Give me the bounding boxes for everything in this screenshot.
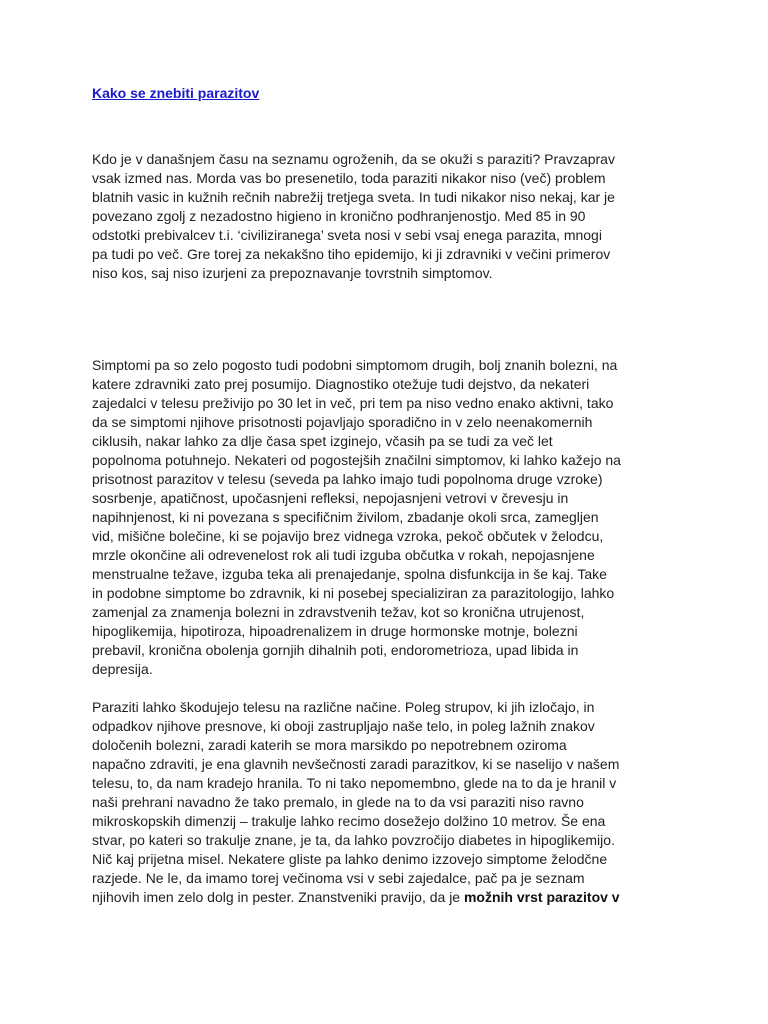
text-line-plain: njihovih imen zelo dolg in pester. Znanstveniki pravijo, da je bbox=[92, 889, 464, 905]
text-line: menstrualne težave, izguba teka ali prenajedanje, spolna disfunkcija in še kaj. Take bbox=[92, 566, 607, 582]
text-line: in podobne simptome bo zdravnik, ki ni posebej specializiran za parazitologijo, lahko bbox=[92, 585, 615, 601]
paragraph-intro bbox=[92, 150, 692, 283]
text-line: niso kos, saj niso izurjeni za prepoznavanje tovrstnih simptomov. bbox=[92, 265, 493, 281]
text-line: prebavil, kronična obolenja gornjih dihalnih poti, endorometrioza, upad libida in bbox=[92, 642, 579, 658]
text-line: razjede. Ne le, da imamo torej večinoma vsi v sebi zajedalce, pač pa je seznam bbox=[92, 870, 585, 886]
text-line: stvar, po kateri so trakulje znane, je ta, da lahko povzročijo diabetes in hipoglikemijo. bbox=[92, 832, 615, 848]
text-line: odstotki prebivalcev t.i. ‘civiliziranega’ sveta nosi v sebi vsaj enega parazita, mnogi bbox=[92, 227, 602, 243]
text-line: depresija. bbox=[92, 661, 153, 677]
text-line: napihnjenost, ki ni povezana s specifičnim živilom, zbadanje okoli srca, zamegljen bbox=[92, 509, 599, 525]
paragraph-harm bbox=[92, 698, 692, 907]
text-line: blatnih vasic in kužnih rečnih nabrežij tretjega sveta. In tudi nikakor niso nekaj, kar je bbox=[92, 189, 615, 205]
text-line: hipoglikemija, hipotiroza, hipoadrenalizem in druge hormonske motnje, bolezni bbox=[92, 623, 578, 639]
text-line: povezano zgolj z nezadostno higieno in kronično podhranjenostjo. Med 85 in 90 bbox=[92, 208, 586, 224]
text-line: katere zdravniki zato prej posumijo. Diagnostiko otežuje tudi dejstvo, da nekateri bbox=[92, 376, 590, 392]
text-line: Nič kaj prijetna misel. Nekatere gliste pa lahko denimo izzovejo simptome želodčne bbox=[92, 851, 608, 867]
text-line: vsak izmed nas. Morda vas bo presenetilo, toda paraziti nikakor niso (več) problem bbox=[92, 170, 606, 186]
text-line: Kdo je v današnjem času na seznamu ogroženih, da se okuži s paraziti? Pravzaprav bbox=[92, 151, 615, 167]
text-line: zamenjal za znamenja bolezni in zdravstvenih težav, kot so kronična utrujenost, bbox=[92, 604, 585, 620]
text-line: odpadkov njihove presnove, ki oboji zastrupljajo naše telo, in poleg lažnih znakov bbox=[92, 718, 595, 734]
text-line: zajedalci v telesu preživijo po 30 let in več, pri tem pa niso vedno enako aktivni, tako bbox=[92, 395, 614, 411]
text-line: Simptomi pa so zelo pogosto tudi podobni simptomom drugih, bolj znanih bolezni, na bbox=[92, 357, 618, 373]
text-line: napačno zdraviti, je ena glavnih nevšečnosti zaradi parazitkov, ki se naselijo v našem bbox=[92, 756, 620, 772]
text-line: prisotnost parazitov v telesu (seveda pa lahko imajo tudi popolnoma druge vzroke) bbox=[92, 471, 603, 487]
text-line: ciklusih, nakar lahko za dlje časa spet izginejo, včasih pa se tudi za več let bbox=[92, 433, 553, 449]
page-title-link[interactable]: Kako se znebiti parazitov bbox=[92, 85, 260, 101]
text-line: mikroskopskih dimenzij – trakulje lahko recimo dosežejo dolžino 10 metrov. Še ena bbox=[92, 813, 606, 829]
text-line: določenih bolezni, zaradi katerih se mora marsikdo po nepotrebnem oziroma bbox=[92, 737, 567, 753]
paragraph-symptoms bbox=[92, 356, 692, 679]
text-line bbox=[92, 888, 692, 907]
text-line: Paraziti lahko škodujejo telesu na različne načine. Poleg strupov, ki jih izločajo, in bbox=[92, 699, 595, 715]
text-line: popolnoma potuhnejo. Nekateri od pogostejših značilni simptomov, ki lahko kažejo na bbox=[92, 452, 621, 468]
bold-phrase: možnih vrst parazitov v bbox=[463, 889, 620, 905]
text-line: naši prehrani navadno že tako premalo, in glede na to da vsi paraziti niso ravno bbox=[92, 794, 584, 810]
text-line: vid, mišične bolečine, ki se pojavijo brez vidnega vzroka, pekoč občutek v želodcu, bbox=[92, 528, 604, 544]
text-line: sosrbenje, apatičnost, upočasnjeni refleksi, nepojasnjeni vetrovi v črevesju in bbox=[92, 490, 569, 506]
text-line: mrzle okončine ali odrevenelost rok ali tudi izguba občutka v rokah, nepojasnjene bbox=[92, 547, 595, 563]
text-line: da se simptomi njihove prisotnosti pojavljajo sporadično in v zelo neenakomernih bbox=[92, 414, 593, 430]
text-line: telesu, to, da nam kradejo hranila. To ni tako nepomembno, glede na to da je hranil v bbox=[92, 775, 617, 791]
text-line: pa tudi po več. Gre torej za nekakšno tiho epidemijo, ki ji zdravniki v večini primerov bbox=[92, 246, 611, 262]
